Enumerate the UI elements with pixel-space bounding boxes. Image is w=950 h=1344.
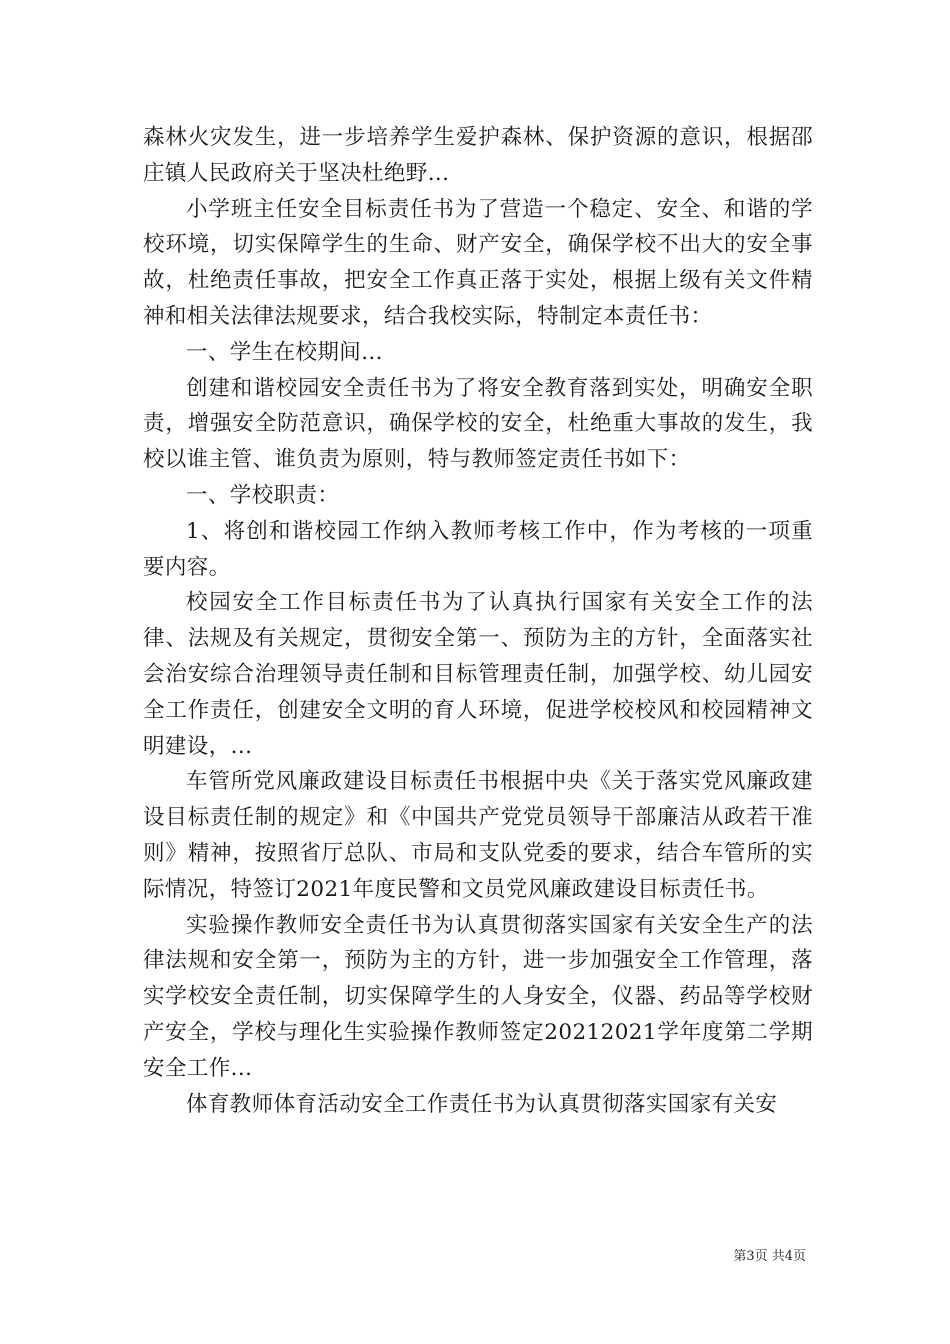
document-body xyxy=(143,120,813,1122)
paragraph-5: 一、学校职责： xyxy=(186,482,340,508)
paragraph-10: 体育教师体育活动安全工作责任书为认真贯彻落实国家有关安 xyxy=(186,1091,778,1117)
paragraph-8: 车管所党风廉政建设目标责任书根据中央《关于落实党风廉政建设目标责任制的规定》和《中国共产党党员领导干部廉洁从政若干准则》精神，按照省厅总队、市局和支队党委的要求，结合车管所的实际情况，特签订2021年度民警和文员党风廉政建设目标责任书。 xyxy=(143,769,813,902)
paragraph-9: 实验操作教师安全责任书为认真贯彻落实国家有关安全生产的法律法规和安全第一，预防为主的方针，进一步加强安全工作管理，落实学校安全责任制，切实保障学生的人身安全，仪器、药品等学校财产安全，学校与理化生实验操作教师签定20212021学年度第二学期安全工作... xyxy=(143,912,813,1081)
paragraph-7: 校园安全工作目标责任书为了认真执行国家有关安全工作的法律、法规及有关规定，贯彻安全第一、预防为主的方针，全面落实社会治安综合治理领导责任制和目标管理责任制，加强学校、幼儿园安全工作责任，创建安全文明的育人环境，促进学校校风和校园精神文明建设，... xyxy=(143,590,813,759)
paragraph-3: 一、学生在校期间... xyxy=(186,339,383,365)
page-number-footer: 第3页 共4页 xyxy=(733,1249,806,1264)
paragraph-1: 森林火灾发生，进一步培养学生爱护森林、保护资源的意识，根据邵庄镇人民政府关于坚决杜绝野... xyxy=(143,125,813,186)
paragraph-2: 小学班主任安全目标责任书为了营造一个稳定、安全、和谐的学校环境，切实保障学生的生命、财产安全，确保学校不出大的安全事故，杜绝责任事故，把安全工作真正落于实处，根据上级有关文件精神和相关法律法规要求，结合我校实际，特制定本责任书： xyxy=(143,196,813,329)
paragraph-4: 创建和谐校园安全责任书为了将安全教育落到实处，明确安全职责，增强安全防范意识，确保学校的安全，杜绝重大事故的发生，我校以谁主管、谁负责为原则，特与教师签定责任书如下： xyxy=(143,375,813,473)
paragraph-6: 1、将创和谐校园工作纳入教师考核工作中，作为考核的一项重要内容。 xyxy=(143,518,813,580)
